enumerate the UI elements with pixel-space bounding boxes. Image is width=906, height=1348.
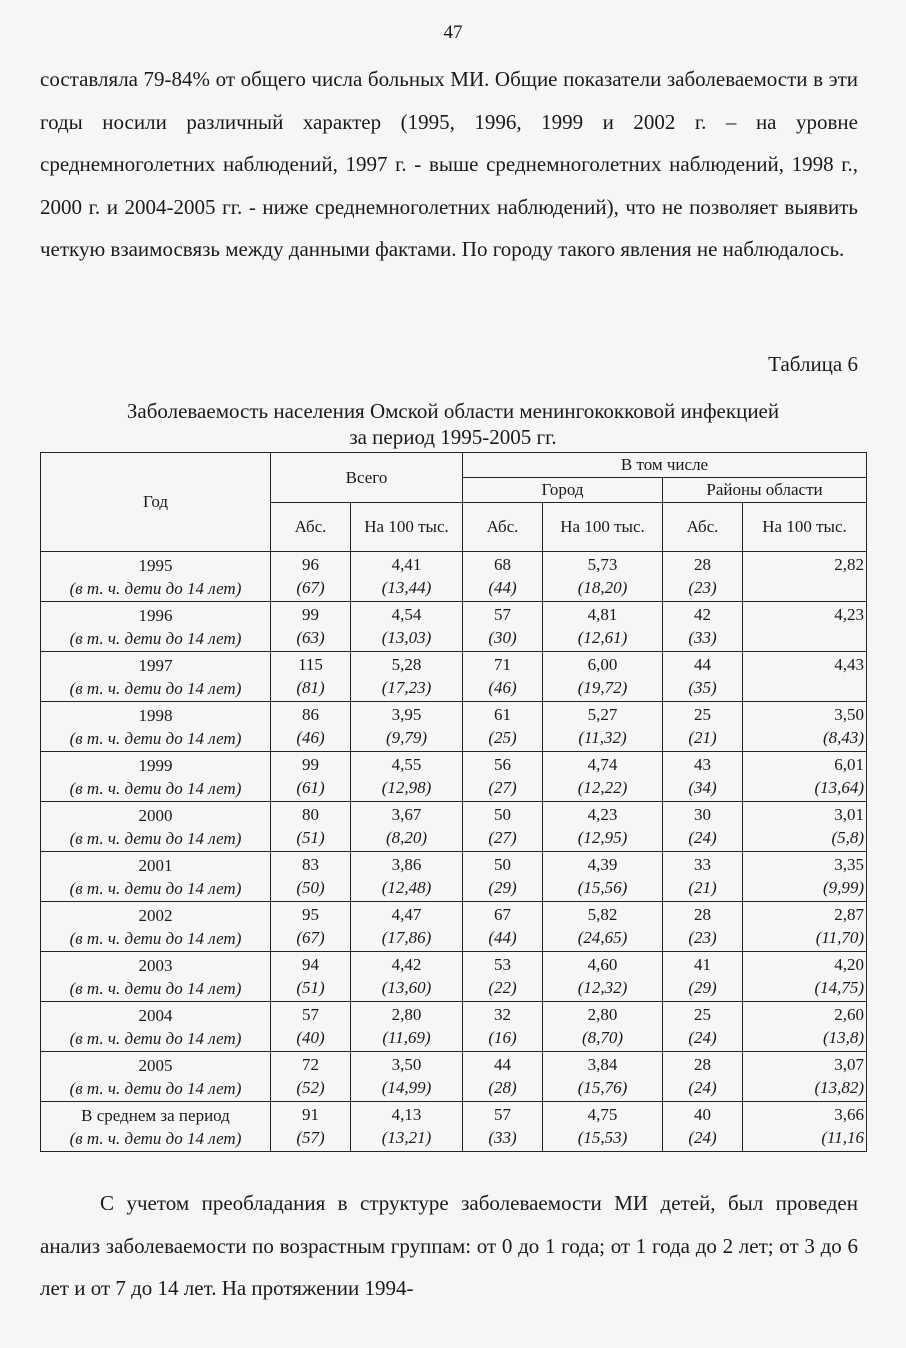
cell-value: 33 [694,855,711,874]
cell-children-value: (28) [488,1078,517,1097]
cell-value: 61 [494,705,511,724]
cell-value: 3,35 [834,855,865,874]
row-year: 2000 [138,806,173,825]
header-total-rate: На 100 тыс. [351,503,463,552]
table-row [41,652,867,702]
table-row [41,902,867,952]
cell-children-value: (8,70) [581,1028,624,1047]
cell-children-value: (13,8) [822,1028,865,1047]
cell-value: 2,60 [834,1005,865,1024]
cell-districts-abs [663,1002,743,1052]
cell-children-value: (12,98) [381,778,432,797]
cell-value: 5,28 [391,655,422,674]
cell-value: 5,27 [587,705,618,724]
cell-children-value: (13,60) [381,978,432,997]
cell-value: 28 [694,555,711,574]
cell-children-value: (16) [488,1028,517,1047]
cell-value: 3,67 [391,805,422,824]
cell-children-value: (13,21) [381,1128,432,1147]
cell-districts-abs [663,752,743,802]
cell-city-abs [463,552,543,602]
cell-children-value: (67) [296,578,325,597]
cell-value: 4,23 [587,805,618,824]
cell-value: 4,39 [587,855,618,874]
cell-value: 41 [694,955,711,974]
cell-city-rate [543,952,663,1002]
table-title-line1: Заболеваемость населения Омской области менингококковой инфекцией [126,399,780,423]
cell-value: 6,00 [587,655,618,674]
row-year: 1998 [138,706,173,725]
cell-districts-rate [743,1102,867,1152]
cell-children-value: (40) [296,1028,325,1047]
cell-value: 32 [494,1005,511,1024]
cell-value: 3,50 [834,705,865,724]
cell-children-value: (21) [688,728,717,747]
table-row [41,802,867,852]
cell-city-rate [543,802,663,852]
cell-total-rate [351,752,463,802]
page-number: 47 [443,22,463,43]
cell-children-value: (29) [688,978,717,997]
cell-children-value: (52) [296,1078,325,1097]
cell-districts-rate [743,952,867,1002]
cell-children-value: (19,72) [577,678,628,697]
cell-children-value: (12,48) [381,878,432,897]
cell-children-value: (23) [688,928,717,947]
row-label-cell [41,852,271,902]
cell-city-abs [463,1052,543,1102]
table-label: Таблица 6 [768,352,858,376]
row-label-cell [41,602,271,652]
header-total: Всего [271,453,463,503]
table-title-line2: за период 1995-2005 гг. [349,425,557,449]
cell-value: 3,84 [587,1055,618,1074]
cell-total-abs [271,752,351,802]
cell-city-abs [463,1102,543,1152]
row-label-cell [41,902,271,952]
cell-value: 2,80 [587,1005,618,1024]
cell-children-value: (27) [488,778,517,797]
cell-children-value: (11,70) [815,928,865,947]
cell-city-abs [463,952,543,1002]
row-year: 1997 [138,656,173,675]
cell-children-value: (51) [296,978,325,997]
cell-children-value: (46) [488,678,517,697]
cell-total-rate [351,1052,463,1102]
cell-value: 3,50 [391,1055,422,1074]
cell-value: 28 [694,1055,711,1074]
cell-children-value: (14,75) [814,978,865,997]
row-label-cell [41,1052,271,1102]
cell-value: 95 [302,905,319,924]
cell-value: 4,75 [587,1105,618,1124]
cell-children-value: (8,20) [385,828,428,847]
table-row [41,1102,867,1152]
cell-districts-abs [663,602,743,652]
row-year: В среднем за период [81,1106,230,1125]
row-subtitle: (в т. ч. дети до 14 лет) [69,1029,242,1048]
cell-city-rate [543,1002,663,1052]
cell-children-value: (8,43) [822,728,865,747]
cell-children-value: (13,82) [814,1078,865,1097]
row-label-cell [41,1002,271,1052]
row-label-cell [41,552,271,602]
cell-children-value: (57) [296,1128,325,1147]
cell-total-abs [271,852,351,902]
table-row [41,852,867,902]
row-year: 2004 [138,1006,173,1025]
cell-districts-abs [663,802,743,852]
cell-value: 67 [494,905,511,924]
cell-value: 25 [694,1005,711,1024]
cell-total-rate [351,552,463,602]
cell-value: 4,43 [834,655,865,674]
header-including: В том числе [463,453,867,478]
cell-children-value: (24) [688,1078,717,1097]
cell-children-value: (30) [488,628,517,647]
cell-districts-abs [663,902,743,952]
cell-children-value: (15,76) [577,1078,628,1097]
cell-value: 57 [494,1105,511,1124]
cell-value: 42 [694,605,711,624]
cell-total-rate [351,802,463,852]
cell-value: 86 [302,705,319,724]
paragraph-top-text: составляла 79-84% от общего числа больных МИ. Общие показатели заболеваемости в эти годы носили различный характер (1995, 1996, 1999 и 2002 г. – на уровне среднемноголетних наблюдений, 1997 г. - выше среднемноголетних наблюдений, 1998 г., 2000 г. и 2004-2005 гг. - ниже среднемноголетних наблюдений), что не позволяет выявить четкую взаимосвязь между данными фактами. По городу такого явления не наблюдалось. [40,67,858,261]
cell-value: 43 [694,755,711,774]
cell-children-value: (13,44) [381,578,432,597]
row-subtitle: (в т. ч. дети до 14 лет) [69,879,242,898]
paragraph-bottom-content: С учетом преобладания в структуре заболеваемости МИ детей, был проведен анализ заболеваемости по возрастным группам: от 0 до 1 года; от 1 года до 2 лет; от 3 до 6 лет и от 7 до 14 лет. На протяжении 1994- [40,1191,858,1300]
cell-total-rate [351,902,463,952]
cell-value: 2,82 [834,555,865,574]
cell-children-value: (44) [488,578,517,597]
table-row [41,552,867,602]
cell-value: 115 [298,655,323,674]
cell-value: 83 [302,855,319,874]
header-city-abs: Абс. [463,503,543,552]
table-row [41,1052,867,1102]
header-districts-abs: Абс. [663,503,743,552]
cell-children-value: (35) [688,678,717,697]
cell-value: 50 [494,855,511,874]
table-row [41,602,867,652]
cell-value: 5,82 [587,905,618,924]
cell-total-abs [271,952,351,1002]
cell-city-abs [463,1002,543,1052]
cell-children-value: (12,32) [577,978,628,997]
cell-value: 3,95 [391,705,422,724]
cell-total-rate [351,952,463,1002]
cell-value: 44 [494,1055,511,1074]
table-row [41,752,867,802]
cell-children-value: (33) [488,1128,517,1147]
cell-value: 3,07 [834,1055,865,1074]
header-districts: Районы области [663,478,867,503]
cell-total-rate [351,852,463,902]
cell-children-value: (33) [688,628,717,647]
cell-children-value: (25) [488,728,517,747]
row-subtitle: (в т. ч. дети до 14 лет) [69,779,242,798]
row-year: 2002 [138,906,173,925]
cell-children-value: (27) [488,828,517,847]
cell-children-value: (24) [688,828,717,847]
cell-value: 4,47 [391,905,422,924]
cell-districts-abs [663,952,743,1002]
cell-total-rate [351,1102,463,1152]
cell-value: 25 [694,705,711,724]
row-subtitle: (в т. ч. дети до 14 лет) [69,979,242,998]
cell-value: 3,66 [834,1105,865,1124]
cell-value: 6,01 [834,755,865,774]
cell-value: 68 [494,555,511,574]
cell-value: 4,23 [834,605,865,624]
row-subtitle: (в т. ч. дети до 14 лет) [69,929,242,948]
cell-districts-abs [663,702,743,752]
row-subtitle: (в т. ч. дети до 14 лет) [69,679,242,698]
cell-value: 4,13 [391,1105,422,1124]
paragraph-top [40,58,858,271]
cell-value: 57 [494,605,511,624]
cell-value: 56 [494,755,511,774]
table-title [40,398,866,450]
cell-children-value: (22) [488,978,517,997]
cell-total-abs [271,902,351,952]
row-subtitle: (в т. ч. дети до 14 лет) [69,729,242,748]
header-city: Город [463,478,663,503]
cell-value: 4,60 [587,955,618,974]
cell-districts-rate [743,602,867,652]
cell-value: 2,87 [834,905,865,924]
cell-value: 2,80 [391,1005,422,1024]
cell-value: 4,41 [391,555,422,574]
cell-value: 91 [302,1105,319,1124]
cell-value: 57 [302,1005,319,1024]
cell-value: 4,20 [834,955,865,974]
paragraph-bottom [40,1182,858,1310]
cell-children-value: (13,64) [814,778,865,797]
cell-value: 44 [694,655,711,674]
cell-city-rate [543,902,663,952]
cell-city-rate [543,552,663,602]
row-label-cell [41,702,271,752]
cell-children-value: (34) [688,778,717,797]
row-label-cell [41,952,271,1002]
row-year: 2005 [138,1056,173,1075]
cell-total-abs [271,702,351,752]
cell-value: 96 [302,555,319,574]
cell-children-value: (11,69) [382,1028,431,1047]
row-year: 2003 [138,956,173,975]
cell-children-value: (21) [688,878,717,897]
table-row [41,702,867,752]
row-subtitle: (в т. ч. дети до 14 лет) [69,1079,242,1098]
row-year: 1995 [138,556,173,575]
cell-children-value: (14,99) [381,1078,432,1097]
cell-city-rate [543,752,663,802]
cell-value: 71 [494,655,511,674]
cell-value: 50 [494,805,511,824]
cell-children-value: (18,20) [577,578,628,597]
cell-city-abs [463,802,543,852]
cell-total-rate [351,652,463,702]
cell-districts-rate [743,1002,867,1052]
cell-city-abs [463,602,543,652]
cell-value: 3,86 [391,855,422,874]
cell-districts-abs [663,652,743,702]
cell-children-value: (81) [296,678,325,697]
cell-city-abs [463,852,543,902]
cell-children-value: (24,65) [577,928,628,947]
cell-total-abs [271,1002,351,1052]
cell-districts-abs [663,1052,743,1102]
row-year: 1996 [138,606,173,625]
cell-value: 5,73 [587,555,618,574]
cell-total-abs [271,552,351,602]
cell-districts-rate [743,752,867,802]
cell-total-abs [271,802,351,852]
cell-value: 4,74 [587,755,618,774]
row-subtitle: (в т. ч. дети до 14 лет) [69,1129,242,1148]
paragraph-bottom-text [40,1182,858,1310]
cell-children-value: (51) [296,828,325,847]
cell-districts-abs [663,552,743,602]
cell-children-value: (13,03) [381,628,432,647]
cell-children-value: (44) [488,928,517,947]
cell-districts-rate [743,802,867,852]
table-body [41,552,867,1152]
cell-total-abs [271,1052,351,1102]
row-label-cell [41,652,271,702]
cell-districts-rate [743,702,867,752]
cell-city-rate [543,602,663,652]
header-year: Год [41,453,271,552]
row-subtitle: (в т. ч. дети до 14 лет) [69,829,242,848]
cell-districts-rate [743,552,867,602]
cell-children-value: (12,61) [577,628,628,647]
cell-children-value: (63) [296,628,325,647]
cell-value: 4,54 [391,605,422,624]
row-subtitle: (в т. ч. дети до 14 лет) [69,579,242,598]
header-city-rate: На 100 тыс. [543,503,663,552]
cell-city-rate [543,1052,663,1102]
cell-value: 80 [302,805,319,824]
cell-children-value: (9,99) [822,878,865,897]
header-total-abs: Абс. [271,503,351,552]
cell-city-abs [463,702,543,752]
cell-total-abs [271,652,351,702]
cell-value: 4,55 [391,755,422,774]
cell-children-value: (12,22) [577,778,628,797]
cell-value: 99 [302,755,319,774]
row-subtitle: (в т. ч. дети до 14 лет) [69,629,242,648]
cell-districts-rate [743,652,867,702]
cell-districts-rate [743,1052,867,1102]
cell-districts-rate [743,852,867,902]
cell-children-value: (29) [488,878,517,897]
cell-value: 99 [302,605,319,624]
table-row [41,1002,867,1052]
cell-total-rate [351,702,463,752]
cell-city-abs [463,902,543,952]
cell-value: 53 [494,955,511,974]
cell-value: 4,81 [587,605,618,624]
row-year: 2001 [138,856,173,875]
cell-city-rate [543,702,663,752]
cell-children-value: (50) [296,878,325,897]
cell-value: 40 [694,1105,711,1124]
cell-children-value: (15,56) [577,878,628,897]
cell-value: 3,01 [834,805,865,824]
cell-total-abs [271,602,351,652]
header-districts-rate: На 100 тыс. [743,503,867,552]
row-year: 1999 [138,756,173,775]
cell-total-rate [351,1002,463,1052]
cell-children-value: (24) [688,1028,717,1047]
cell-value: 4,42 [391,955,422,974]
cell-value: 72 [302,1055,319,1074]
cell-value: 94 [302,955,319,974]
cell-city-abs [463,752,543,802]
cell-total-abs [271,1102,351,1152]
cell-children-value: (11,16 [821,1128,865,1147]
cell-value: 30 [694,805,711,824]
cell-city-rate [543,1102,663,1152]
row-label-cell [41,802,271,852]
cell-districts-abs [663,1102,743,1152]
incidence-table [40,452,867,1152]
cell-value: 28 [694,905,711,924]
table-row [41,952,867,1002]
cell-children-value: (11,32) [578,728,627,747]
cell-children-value: (17,23) [381,678,432,697]
cell-children-value: (23) [688,578,717,597]
cell-city-rate [543,852,663,902]
row-label-cell [41,752,271,802]
cell-children-value: (67) [296,928,325,947]
cell-children-value: (5,8) [831,828,865,847]
row-label-cell [41,1102,271,1152]
cell-districts-abs [663,852,743,902]
cell-districts-rate [743,902,867,952]
cell-city-abs [463,652,543,702]
cell-children-value: (46) [296,728,325,747]
cell-children-value: (61) [296,778,325,797]
cell-children-value: (15,53) [577,1128,628,1147]
cell-children-value: (17,86) [381,928,432,947]
cell-children-value: (9,79) [385,728,428,747]
cell-children-value: (12,95) [577,828,628,847]
cell-city-rate [543,652,663,702]
cell-total-rate [351,602,463,652]
cell-children-value: (24) [688,1128,717,1147]
